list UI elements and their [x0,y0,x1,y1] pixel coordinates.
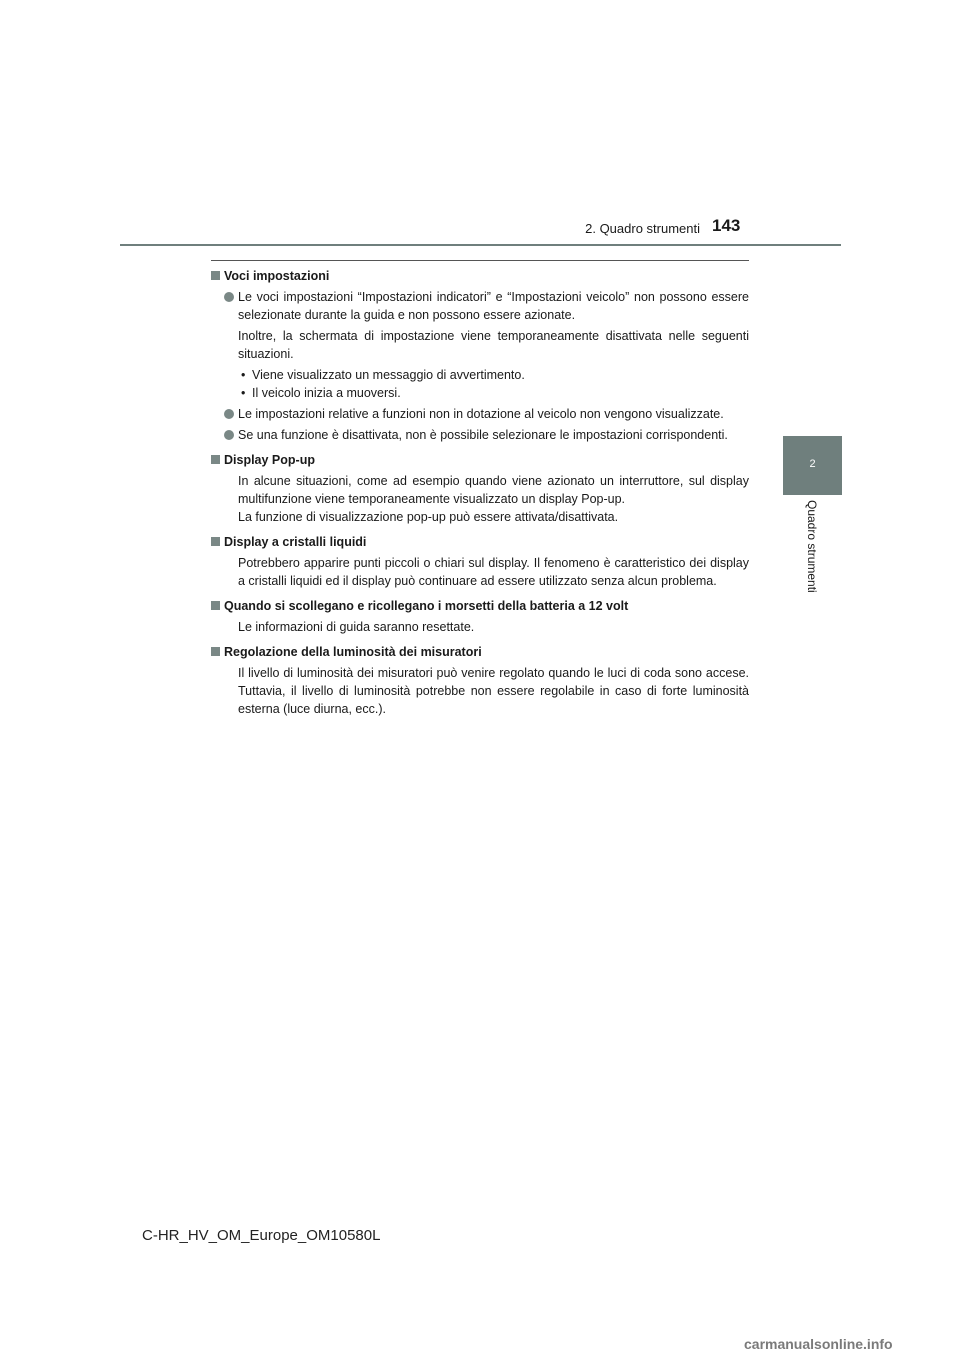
section-heading-text: Voci impostazioni [224,269,330,283]
section-heading [211,597,749,615]
section-heading [211,643,749,661]
dot-bullet-icon: • [241,386,246,400]
page-content [211,267,749,721]
content-divider [211,260,749,261]
dash-item [241,366,749,384]
paragraph: Inoltre, la schermata di impostazione viene temporaneamente disattivata nelle seguenti situazioni. [238,329,749,361]
dash-item [241,384,749,402]
bullet-text: Le voci impostazioni “Impostazioni indicatori” e “Impostazioni veicolo” non possono essere selezionate durante la guida e non possono essere azionate. [238,290,749,322]
paragraph: Il livello di luminosità dei misuratori può venire regolato quando le luci di coda sono accese. Tuttavia, il livello di luminosità potrebbe non essere regolabile in caso di forte luminosità esterna (luce diurna, ecc.). [238,666,749,716]
section-heading-text: Display Pop-up [224,453,315,467]
chapter-title: 2. Quadro strumenti [585,221,700,236]
bullet-item [224,405,749,423]
bullet-item [224,288,749,324]
section-heading-text: Regolazione della luminosità dei misuratori [224,645,482,659]
paragraph: La funzione di visualizzazione pop-up può essere attivata/disattivata. [238,510,619,524]
dash-list [238,366,749,402]
section-heading-text: Quando si scollegano e ricollegano i morsetti della batteria a 12 volt [224,599,629,613]
paragraph: Le informazioni di guida saranno resettate. [238,620,475,634]
chapter-tab-label [783,500,842,610]
bullet-text: Le impostazioni relative a funzioni non in dotazione al veicolo non vengono visualizzate. [238,407,724,421]
circle-bullet-icon [224,430,234,440]
dash-item-text: Viene visualizzato un messaggio di avvertimento. [252,368,525,382]
circle-bullet-icon [224,409,234,419]
dash-item-text: Il veicolo inizia a muoversi. [252,386,401,400]
square-bullet-icon [211,647,220,656]
circle-bullet-icon [224,292,234,302]
square-bullet-icon [211,601,220,610]
section-heading [211,533,749,551]
paragraph: In alcune situazioni, come ad esempio quando viene azionato un interruttore, sul display multifunzione viene temporaneamente visualizzato un display Pop-up. [238,474,749,506]
chapter-tab-number: 2 [809,458,816,470]
square-bullet-icon [211,455,220,464]
paragraph: Potrebbero apparire punti piccoli o chiari sul display. Il fenomeno è caratteristico dei display a cristalli liquidi ed il display può continuare ad essere utilizzato senza alcun problema. [238,556,749,588]
chapter-tab[interactable] [783,436,842,495]
bullet-item [224,426,749,444]
header-divider [120,244,841,246]
document-code: C-HR_HV_OM_Europe_OM10580L [142,1227,381,1244]
chapter-tab-label-text: Quadro strumenti [805,500,819,593]
page-number: 143 [712,216,741,235]
bullet-text: Se una funzione è disattivata, non è possibile selezionare le impostazioni corrispondenti. [238,428,728,442]
dot-bullet-icon: • [241,368,246,382]
section-heading-text: Display a cristalli liquidi [224,535,367,549]
section-heading [211,267,749,285]
square-bullet-icon [211,537,220,546]
section-heading [211,451,749,469]
square-bullet-icon [211,271,220,280]
watermark: carmanualsonline.info [744,1336,893,1352]
